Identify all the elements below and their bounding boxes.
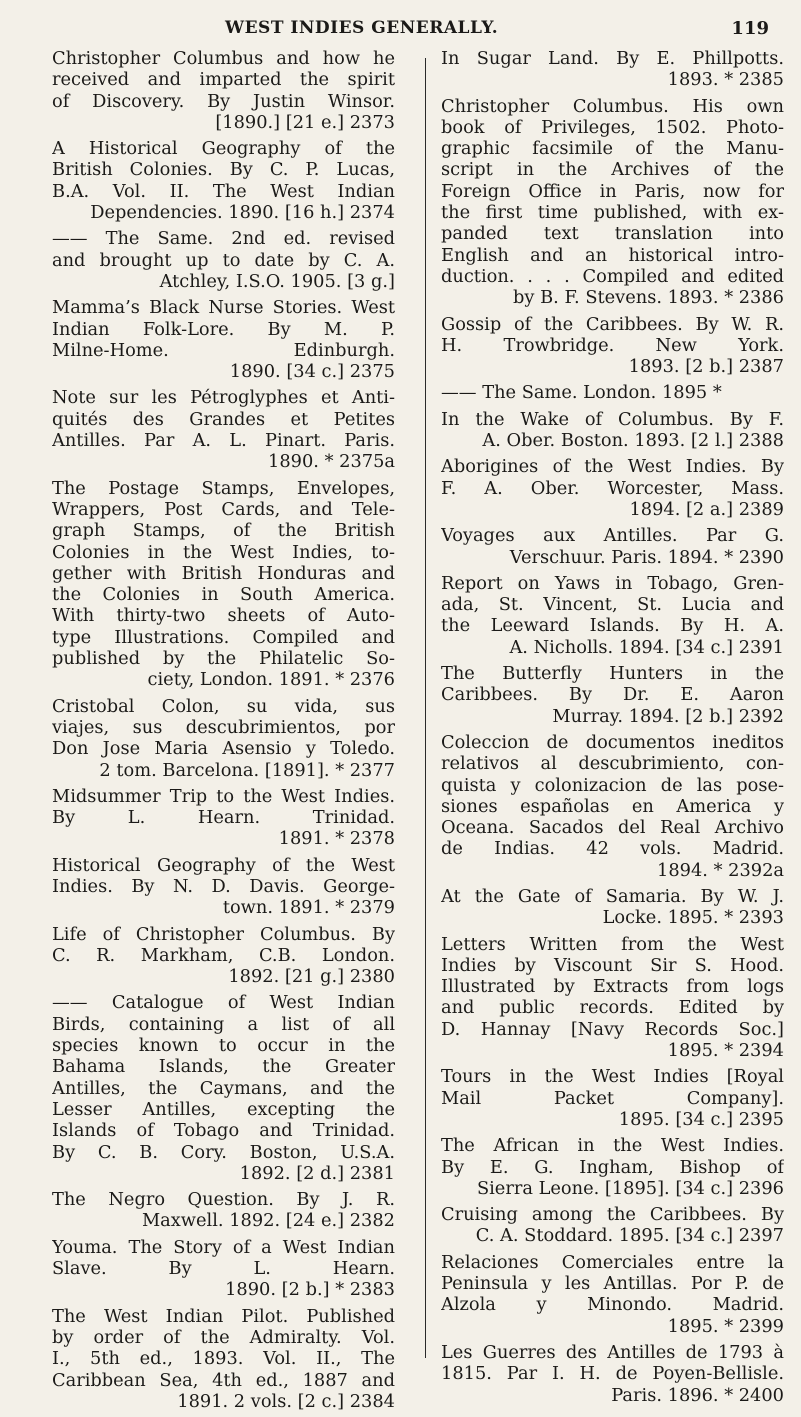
catalogue-entry [441,314,784,378]
entry-line: A Historical Geography of the [52,138,395,160]
entry-line: Milne-Home. Edinburgh. [52,339,395,361]
entry-line: Cristobal Colon, su vida, sus [52,695,395,717]
entry-line: Caribbees. By Dr. E. Aaron [441,684,784,706]
left-column [52,48,395,1417]
entry-line: Youma. The Story of a West Indian [52,1236,395,1258]
entry-line: The Postage Stamps, Envelopes, [52,477,395,499]
entry-line: Foreign Office in Paris, now for [441,180,784,202]
entry-line: Slave. By L. Hearn. [52,1258,395,1280]
entry-line: Les Guerres des Antilles de 1793 à [441,1341,784,1363]
entry-line: Mail Packet Company]. [441,1087,784,1109]
entry-line: With thirty-two sheets of Auto- [52,605,395,627]
catalogue-entry [52,478,395,691]
entry-line: The Butterfly Hunters in the [441,663,784,685]
page-header [0,16,801,46]
entry-line: published by the Philatelic So- [52,648,395,670]
entry-line: Birds, containing a list of all [52,1013,395,1035]
entry-line: 1815. Par I. H. de Poyen-Bellisle. [441,1363,784,1385]
entry-line: duction. . . . Compiled and edited [441,265,784,287]
entry-line: Sierra Leone. [1895]. [34 c.] 2396 [476,1177,784,1199]
catalogue-entry [441,1252,784,1337]
entry-line: 1891. 2 vols. [2 c.] 2384 [177,1390,395,1412]
entry-line: Dependencies. 1890. [16 h.] 2374 [90,202,395,224]
catalogue-entry [441,1342,784,1406]
entry-line: of Discovery. By Justin Winsor. [52,90,395,112]
entry-line: —— The Same. 2nd ed. revised [52,228,395,250]
entry-line: Lesser Antilles, excepting the [52,1098,395,1120]
entry-line: relativos al descubrimiento, con- [441,753,784,775]
entry-line: Maxwell. 1892. [24 e.] 2382 [141,1210,395,1232]
entry-line: Paris. 1896. * 2400 [611,1384,784,1406]
catalogue-entry [441,663,784,727]
entry-line: by order of the Admiralty. Vol. [52,1326,395,1348]
entry-line: The West Indian Pilot. Published [52,1305,395,1327]
entry-line: and public records. Edited by [441,997,784,1019]
catalogue-entry [441,1204,784,1247]
catalogue-entry [441,382,784,403]
catalogue-entry [441,456,784,520]
entry-line: the Colonies in South America. [52,584,395,606]
entry-line: quités des Grandes et Petites [52,408,395,430]
entry-line: Life of Christopher Columbus. By [52,923,395,945]
catalogue-entry [441,48,784,91]
entry-line: received and imparted the spirit [52,69,395,91]
entry-line: Christopher Columbus and how he [52,48,395,69]
entry-line: Mamma’s Black Nurse Stories. West [52,297,395,319]
entry-line: 2 tom. Barcelona. [1891]. * 2377 [99,759,395,781]
entry-line: town. 1891. * 2379 [222,897,395,919]
entry-line: —— The Same. London. 1895 * [441,382,722,404]
catalogue-entry [52,924,395,988]
entry-line: Wrappers, Post Cards, and Tele- [52,498,395,520]
entry-line: Aborigines of the West Indies. By [441,456,784,478]
entry-line: ciety, London. 1891. * 2376 [147,669,395,691]
entry-line: Atchley, I.S.O. 1905. [3 g.] [159,270,395,292]
catalogue-entry [52,138,395,223]
catalogue-entry [441,409,784,452]
catalogue-entry [52,992,395,1184]
entry-line: B.A. Vol. II. The West Indian [52,180,395,202]
entry-line: By C. B. Cory. Boston, U.S.A. [52,1141,395,1163]
entry-line: Locke. 1895. * 2393 [602,907,784,929]
entry-line: Bahama Islands, the Greater [52,1056,395,1078]
entry-line: graph Stamps, of the British [52,520,395,542]
entry-line: Illustrated by Extracts from logs [441,976,784,998]
entry-line: Relaciones Comerciales entre la [441,1251,784,1273]
catalogue-entry [52,1189,395,1232]
catalogue-entry [52,786,395,850]
catalogue-entry [52,297,395,382]
entry-line: The Negro Question. By J. R. [52,1189,395,1211]
entry-line: 1893. [2 b.] 2387 [628,356,784,378]
entry-line: Tours in the West Indies [Royal [441,1066,784,1088]
entry-line: [1890.] [21 e.] 2373 [215,111,395,133]
entry-line: Antilles, the Caymans, and the [52,1077,395,1099]
column-divider [425,58,426,1358]
entry-line: At the Gate of Samaria. By W. J. [441,885,784,907]
entry-line: by B. F. Stevens. 1893. * 2386 [513,287,784,309]
entry-line: Report on Yaws in Tobago, Gren- [441,572,784,594]
entry-line: A. Ober. Boston. 1893. [2 l.] 2388 [482,430,784,452]
entry-line: —— Catalogue of West Indian [52,992,395,1014]
entry-line: ada, St. Vincent, St. Lucia and [441,594,784,616]
entry-line: Voyages aux Antilles. Par G. [441,525,784,547]
entry-line: Alzola y Minondo. Madrid. [441,1294,784,1316]
entry-line: 1892. [21 g.] 2380 [228,966,395,988]
entry-line: D. Hannay [Navy Records Soc.] [441,1018,784,1040]
entry-line: 1895. [34 c.] 2395 [618,1108,784,1130]
entry-line: 1890. [34 c.] 2375 [229,361,395,383]
entry-line: The African in the West Indies. [441,1135,784,1157]
entry-line: 1891. * 2378 [278,828,395,850]
entry-line: By E. G. Ingham, Bishop of [441,1156,784,1178]
entry-line: Note sur les Pétroglyphes et Anti- [52,387,395,409]
entry-line: type Illustrations. Compiled and [52,626,395,648]
entry-line: quista y colonizacion de las pose- [441,774,784,796]
entry-line: the first time published, with ex- [441,202,784,224]
entry-line: de Indias. 42 vols. Madrid. [441,838,784,860]
entry-line: graphic facsimile of the Manu- [441,138,784,160]
entry-line: Midsummer Trip to the West Indies. [52,785,395,807]
entry-line: In Sugar Land. By E. Phillpotts. [441,48,784,69]
entry-line: gether with British Honduras and [52,562,395,584]
entry-line: Coleccion de documentos ineditos [441,731,784,753]
catalogue-entry [52,855,395,919]
entry-line: script in the Archives of the [441,159,784,181]
entry-line: the Leeward Islands. By H. A. [441,615,784,637]
entry-line: Oceana. Sacados del Real Archivo [441,817,784,839]
catalogue-entry [52,696,395,781]
entry-line: British Colonies. By C. P. Lucas, [52,159,395,181]
catalogue-entry [441,732,784,881]
entry-line: A. Nicholls. 1894. [34 c.] 2391 [509,636,784,658]
entry-line: In the Wake of Columbus. By F. [441,408,784,430]
entry-line: and brought up to date by C. A. [52,249,395,271]
entry-line: species known to occur in the [52,1035,395,1057]
entry-line: English and an historical intro- [441,244,784,266]
entry-line: Letters Written from the West [441,933,784,955]
catalogue-entry [52,1237,395,1301]
entry-line: Verschuur. Paris. 1894. * 2390 [509,546,784,568]
entry-line: H. Trowbridge. New York. [441,334,784,356]
entry-line: 1890. * 2375a [268,451,395,473]
entry-line: Peninsula y les Antillas. Por P. de [441,1273,784,1295]
page-number: 119 [731,18,769,39]
entry-line: 1892. [2 d.] 2381 [239,1162,395,1184]
entry-line: viajes, sus descubrimientos, por [52,716,395,738]
entry-line: I., 5th ed., 1893. Vol. II., The [52,1348,395,1370]
catalogue-entry [52,387,395,472]
entry-line: 1895. * 2399 [667,1315,784,1337]
entry-line: C. A. Stoddard. 1895. [34 c.] 2397 [475,1225,784,1247]
catalogue-entry [441,1066,784,1130]
entry-line: book of Privileges, 1502. Photo- [441,116,784,138]
entry-line: Gossip of the Caribbees. By W. R. [441,313,784,335]
catalogue-entry [441,525,784,568]
catalogue-entry [441,934,784,1062]
right-column [441,48,784,1411]
entry-line: Cruising among the Caribbees. By [441,1204,784,1226]
entry-line: Indies by Viscount Sir S. Hood. [441,954,784,976]
catalogue-entry [441,96,784,309]
entry-line: F. A. Ober. Worcester, Mass. [441,477,784,499]
catalogue-entry [52,1306,395,1412]
entry-line: Christopher Columbus. His own [441,95,784,117]
entry-line: Caribbean Sea, 4th ed., 1887 and [52,1369,395,1391]
entry-line: 1895. * 2394 [667,1040,784,1062]
entry-line: By L. Hearn. Trinidad. [52,807,395,829]
catalogue-entry [52,228,395,292]
entry-line: C. R. Markham, C.B. London. [52,944,395,966]
entry-line: Historical Geography of the West [52,854,395,876]
entry-line: Indian Folk-Lore. By M. P. [52,318,395,340]
entry-line: 1890. [2 b.] * 2383 [225,1279,395,1301]
catalogue-entry [52,48,395,133]
entry-line: Don Jose Maria Asensio y Toledo. [52,738,395,760]
entry-line: Islands of Tobago and Trinidad. [52,1120,395,1142]
entry-line: siones españolas en America y [441,795,784,817]
catalogue-entry [441,1135,784,1199]
catalogue-entry [441,886,784,929]
entry-line: 1893. * 2385 [667,69,784,91]
entry-line: Indies. By N. D. Davis. George- [52,875,395,897]
entry-line: 1894. * 2392a [657,859,784,881]
entry-line: panded text translation into [441,223,784,245]
entry-line: Colonies in the West Indies, to- [52,541,395,563]
entry-line: 1894. [2 a.] 2389 [629,498,784,520]
entry-line: Murray. 1894. [2 b.] 2392 [552,705,784,727]
entry-line: Antilles. Par A. L. Pinart. Paris. [52,430,395,452]
catalogue-entry [441,573,784,658]
running-title: WEST INDIES GENERALLY. [225,18,499,38]
